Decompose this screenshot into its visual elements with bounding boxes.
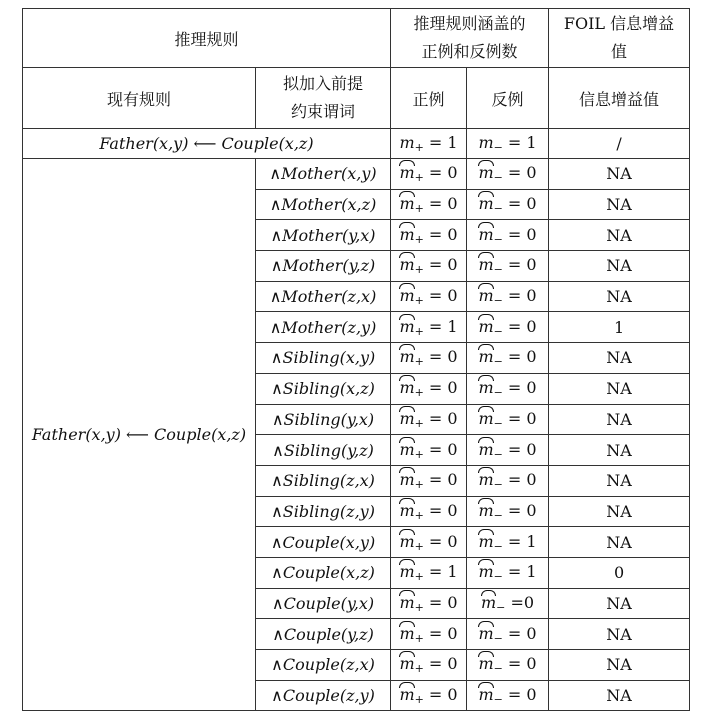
positive-count-var: m	[399, 408, 415, 428]
negative-count-var: m	[478, 685, 494, 705]
negative-count-value: = 0	[507, 286, 537, 306]
foil-gain-table	[22, 8, 690, 711]
current-rule-cell: Father(x,y) ⟵ Couple(x,z)	[23, 159, 256, 711]
negative-count-value: = 0	[507, 163, 537, 183]
positive-count-var: m	[399, 255, 415, 275]
positive-count-cell	[391, 251, 467, 282]
negative-count-sub: −	[493, 263, 503, 277]
positive-count-sub: +	[414, 570, 424, 584]
gain-value-cell: NA	[549, 650, 690, 681]
candidate-predicate: ∧Sibling(z,y)	[256, 496, 391, 527]
positive-count-sub: +	[414, 447, 424, 461]
negative-count-sub: −	[493, 447, 503, 461]
header-row-2	[23, 68, 690, 129]
negative-count-var: m	[478, 500, 494, 520]
gain-value-cell: NA	[549, 404, 690, 435]
positive-count-var: m	[399, 685, 415, 705]
negative-count-var: m	[478, 163, 494, 183]
positive-count-sub: +	[414, 232, 424, 246]
positive-count-value: = 0	[428, 163, 458, 183]
candidate-header	[256, 68, 391, 129]
candidate-predicate: ∧Couple(z,y)	[256, 680, 391, 711]
negative-count-sub: −	[493, 202, 503, 216]
header-row-1	[23, 9, 690, 68]
positive-count-sub: +	[414, 355, 424, 369]
gain-value-cell: NA	[549, 189, 690, 220]
negative-count-sub: −	[493, 324, 503, 338]
negative-header: 反例	[467, 68, 549, 129]
negative-count-value: =0	[510, 592, 535, 612]
coverage-header-line1: 推理规则涵盖的	[413, 14, 526, 33]
positive-count-cell	[391, 588, 467, 619]
candidate-predicate: ∧Mother(z,y)	[256, 312, 391, 343]
gain-value-cell: NA	[549, 435, 690, 466]
positive-count-sub: +	[414, 416, 424, 430]
positive-count-value: = 0	[428, 470, 458, 490]
base-rule-row	[23, 129, 690, 159]
candidate-header-line2: 约束谓词	[291, 102, 356, 121]
positive-count-sub: +	[414, 478, 424, 492]
candidate-predicate: ∧Mother(x,y)	[256, 159, 391, 190]
negative-count-cell	[467, 680, 549, 711]
negative-count-var: m	[478, 562, 494, 582]
candidate-predicate: ∧Sibling(y,x)	[256, 404, 391, 435]
positive-count-var: m	[399, 623, 415, 643]
positive-count-sub: +	[414, 539, 424, 553]
coverage-header	[391, 9, 549, 68]
negative-count-value: = 1	[507, 562, 537, 582]
positive-count-cell	[391, 220, 467, 251]
positive-count-var: m	[399, 439, 415, 459]
negative-count-sub: −	[493, 232, 503, 246]
negative-count-sub: −	[493, 693, 503, 707]
positive-count-value: = 0	[428, 224, 458, 244]
coverage-header-line2: 正例和反例数	[421, 42, 518, 61]
positive-count-cell	[391, 404, 467, 435]
negative-count-sub: −	[493, 539, 503, 553]
positive-count-value: = 0	[428, 439, 458, 459]
positive-count-sub: +	[414, 693, 424, 707]
gain-value-cell: NA	[549, 496, 690, 527]
positive-count-cell	[391, 281, 467, 312]
negative-count-cell	[467, 496, 549, 527]
base-negative-var: m	[478, 133, 494, 152]
negative-count-value: = 0	[507, 316, 537, 336]
positive-count-sub: +	[414, 263, 424, 277]
positive-count-var: m	[399, 562, 415, 582]
negative-count-cell	[467, 159, 549, 190]
positive-count-var: m	[399, 378, 415, 398]
negative-count-value: = 1	[507, 531, 537, 551]
negative-count-var: m	[478, 286, 494, 306]
negative-count-var: m	[480, 592, 497, 612]
base-negative-value: = 1	[507, 133, 537, 152]
positive-count-value: = 0	[428, 408, 458, 428]
positive-count-value: = 0	[428, 194, 458, 214]
negative-count-var: m	[478, 224, 494, 244]
positive-count-value: = 0	[428, 685, 458, 705]
negative-count-var: m	[478, 470, 494, 490]
candidate-predicate: ∧Mother(z,x)	[256, 281, 391, 312]
negative-count-sub: −	[493, 631, 503, 645]
candidate-predicate: ∧Sibling(y,z)	[256, 435, 391, 466]
gain-value-cell: NA	[549, 373, 690, 404]
negative-count-sub: −	[493, 662, 503, 676]
negative-count-sub: −	[496, 600, 506, 614]
negative-count-value: = 0	[507, 224, 537, 244]
negative-count-cell	[467, 435, 549, 466]
negative-count-value: = 0	[507, 654, 537, 674]
negative-count-value: = 0	[507, 685, 537, 705]
positive-count-cell	[391, 680, 467, 711]
negative-count-value: = 0	[507, 500, 537, 520]
positive-count-var: m	[399, 194, 415, 214]
negative-count-value: = 0	[507, 255, 537, 275]
positive-count-var: m	[399, 592, 415, 612]
negative-count-sub: −	[493, 508, 503, 522]
positive-count-value: = 0	[428, 255, 458, 275]
positive-count-cell	[391, 435, 467, 466]
candidate-header-line1: 拟加入前提	[283, 74, 364, 93]
positive-count-sub: +	[414, 386, 424, 400]
negative-count-sub: −	[493, 416, 503, 430]
negative-count-cell	[467, 281, 549, 312]
candidate-predicate: ∧Sibling(x,y)	[256, 343, 391, 374]
gain-value-cell: NA	[549, 281, 690, 312]
negative-count-cell	[467, 557, 549, 588]
gain-value-header: 信息增益值	[549, 68, 690, 129]
positive-count-value: = 1	[428, 562, 458, 582]
negative-count-var: m	[478, 654, 494, 674]
positive-count-value: = 0	[428, 654, 458, 674]
positive-count-value: = 0	[428, 623, 458, 643]
negative-count-var: m	[478, 316, 494, 336]
gain-value-cell: NA	[549, 588, 690, 619]
candidate-predicate: ∧Mother(x,z)	[256, 189, 391, 220]
gain-value-cell: 0	[549, 557, 690, 588]
gain-value-cell: NA	[549, 527, 690, 558]
negative-count-cell	[467, 373, 549, 404]
positive-count-value: = 0	[428, 531, 458, 551]
gain-value-cell: NA	[549, 680, 690, 711]
positive-count-value: = 0	[428, 592, 458, 612]
negative-count-var: m	[478, 378, 494, 398]
positive-count-var: m	[399, 347, 415, 367]
base-positive-var: m	[399, 133, 415, 152]
negative-count-var: m	[478, 194, 494, 214]
candidate-predicate: ∧Couple(y,x)	[256, 588, 391, 619]
negative-count-value: = 0	[507, 439, 537, 459]
negative-count-sub: −	[493, 355, 503, 369]
positive-count-value: = 0	[428, 286, 458, 306]
positive-count-var: m	[399, 500, 415, 520]
positive-count-value: = 0	[428, 500, 458, 520]
gain-header-line1: FOIL 信息增益	[563, 14, 675, 33]
negative-count-sub: −	[493, 294, 503, 308]
gain-value-cell: NA	[549, 619, 690, 650]
positive-count-cell	[391, 557, 467, 588]
negative-count-var: m	[478, 408, 494, 428]
gain-value-cell: 1	[549, 312, 690, 343]
negative-count-value: = 0	[507, 347, 537, 367]
candidate-predicate: ∧Couple(x,y)	[256, 527, 391, 558]
negative-count-cell	[467, 251, 549, 282]
positive-count-var: m	[399, 654, 415, 674]
gain-header-line2: 值	[611, 42, 628, 61]
positive-count-var: m	[399, 163, 415, 183]
positive-count-sub: +	[414, 508, 424, 522]
positive-count-sub: +	[414, 631, 424, 645]
positive-count-var: m	[399, 286, 415, 306]
gain-value-cell: NA	[549, 220, 690, 251]
positive-count-cell	[391, 159, 467, 190]
positive-header: 正例	[391, 68, 467, 129]
positive-count-var: m	[399, 470, 415, 490]
negative-count-sub: −	[493, 171, 503, 185]
base-positive-sub: +	[414, 141, 424, 154]
positive-count-cell	[391, 650, 467, 681]
negative-count-var: m	[478, 531, 494, 551]
negative-count-cell	[467, 220, 549, 251]
positive-count-cell	[391, 343, 467, 374]
positive-count-cell	[391, 312, 467, 343]
positive-count-cell	[391, 527, 467, 558]
positive-count-value: = 0	[428, 378, 458, 398]
rule-group-header: 推理规则	[23, 9, 391, 68]
positive-count-sub: +	[414, 202, 424, 216]
negative-count-value: = 0	[507, 194, 537, 214]
candidate-predicate: ∧Couple(x,z)	[256, 557, 391, 588]
positive-count-cell	[391, 496, 467, 527]
gain-value-cell: NA	[549, 159, 690, 190]
negative-count-cell	[467, 189, 549, 220]
positive-count-value: = 1	[428, 316, 458, 336]
candidate-predicate: ∧Mother(y,x)	[256, 220, 391, 251]
negative-count-sub: −	[493, 478, 503, 492]
base-negative-sub: −	[493, 141, 503, 154]
negative-count-cell	[467, 465, 549, 496]
positive-count-value: = 0	[428, 347, 458, 367]
positive-count-sub: +	[414, 662, 424, 676]
gain-header	[549, 9, 690, 68]
positive-count-var: m	[399, 316, 415, 336]
negative-count-var: m	[478, 347, 494, 367]
base-negative-cell	[467, 129, 549, 159]
negative-count-value: = 0	[507, 408, 537, 428]
gain-value-cell: NA	[549, 251, 690, 282]
candidate-predicate: ∧Couple(z,x)	[256, 650, 391, 681]
negative-count-cell	[467, 343, 549, 374]
base-gain-cell: /	[549, 129, 690, 159]
negative-count-var: m	[478, 255, 494, 275]
table-row	[23, 159, 690, 190]
positive-count-cell	[391, 189, 467, 220]
negative-count-cell	[467, 404, 549, 435]
negative-count-var: m	[478, 623, 494, 643]
base-rule-cell: Father(x,y) ⟵ Couple(x,z)	[23, 129, 391, 159]
positive-count-sub: +	[414, 171, 424, 185]
candidate-predicate: ∧Sibling(x,z)	[256, 373, 391, 404]
negative-count-value: = 0	[507, 378, 537, 398]
gain-value-cell: NA	[549, 343, 690, 374]
positive-count-cell	[391, 619, 467, 650]
negative-count-cell	[467, 619, 549, 650]
base-positive-cell	[391, 129, 467, 159]
negative-count-cell	[467, 588, 549, 619]
candidate-predicate: ∧Sibling(z,x)	[256, 465, 391, 496]
negative-count-value: = 0	[507, 623, 537, 643]
negative-count-cell	[467, 312, 549, 343]
positive-count-cell	[391, 373, 467, 404]
negative-count-sub: −	[493, 386, 503, 400]
negative-count-cell	[467, 527, 549, 558]
candidate-predicate: ∧Mother(y,z)	[256, 251, 391, 282]
existing-rule-header: 现有规则	[23, 68, 256, 129]
base-positive-value: = 1	[428, 133, 458, 152]
positive-count-var: m	[399, 531, 415, 551]
positive-count-sub: +	[414, 294, 424, 308]
positive-count-sub: +	[414, 600, 424, 614]
negative-count-cell	[467, 650, 549, 681]
positive-count-cell	[391, 465, 467, 496]
gain-value-cell: NA	[549, 465, 690, 496]
positive-count-var: m	[399, 224, 415, 244]
positive-count-sub: +	[414, 324, 424, 338]
negative-count-value: = 0	[507, 470, 537, 490]
negative-count-sub: −	[493, 570, 503, 584]
candidate-predicate: ∧Couple(y,z)	[256, 619, 391, 650]
negative-count-var: m	[478, 439, 494, 459]
